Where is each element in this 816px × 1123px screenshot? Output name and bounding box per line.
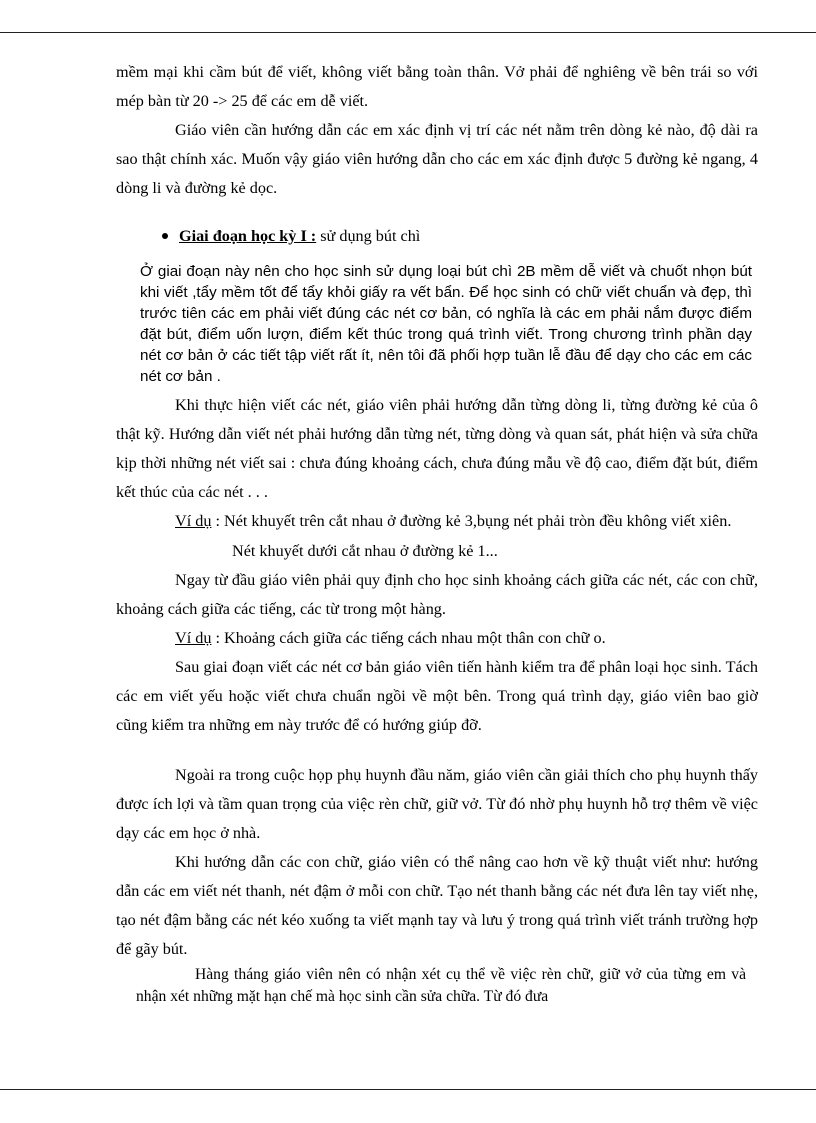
paragraph-1: mềm mại khi cầm bút để viết, không viết bằng toàn thân. Vở phải để nghiêng về bên trái so với mép bàn từ 20 -> 25 để các em dễ viết.: [116, 63, 758, 110]
paragraph-4: Ngay từ đầu giáo viên phải quy định cho học sinh khoảng cách giữa các nét, các con chữ, khoảng cách giữa các tiếng, các từ trong một hàng.: [116, 571, 758, 618]
example-2-label: Ví dụ: [175, 629, 212, 647]
paragraph-gap: [116, 740, 758, 761]
paragraph-6: Ngoài ra trong cuộc họp phụ huynh đầu năm, giáo viên cần giải thích cho phụ huynh thấy được ích lợi và tầm quan trọng của việc rèn chữ, giữ vở. Từ đó nhờ phụ huynh hỗ trợ thêm về việc dạy các em học ở nhà.: [116, 766, 758, 842]
paragraph-7: Khi hướng dẫn các con chữ, giáo viên có thể nâng cao hơn về kỹ thuật viết như: hướng dẫn các em viết nét thanh, nét đậm ở mỗi con chữ. Tạo nét thanh bằng các nét đưa lên tay viết nhẹ, tạo nét đậm bằng các nét kéo xuống ta viết mạnh tay và lưu ý trong quá trình viết tránh trường hợp để gãy bút.: [116, 853, 758, 958]
paragraph-3: Khi thực hiện viết các nét, giáo viên phải hướng dẫn từng dòng li, từng đường kẻ của ô thật kỹ. Hướng dẫn viết nét phải hướng dẫn từng nét, từng dòng và quan sát, phát hiện và sửa chữa kịp thời những nét viết sai : chưa đúng khoảng cách, chưa đúng mẫu về độ cao, điểm đặt bút, điểm kết thúc của các nét . . .: [116, 396, 758, 501]
paragraph-8: [136, 964, 746, 1008]
header-rule: [0, 32, 816, 33]
example-2: [116, 624, 758, 653]
document-body: [116, 58, 758, 1008]
example-1-label: Ví dụ: [175, 512, 212, 530]
example-1: [116, 507, 758, 536]
example-1-text: : Nét khuyết trên cắt nhau ở đường kẻ 3,bụng nét phải tròn đều không viết xiên.: [211, 512, 732, 530]
footer-rule: [0, 1089, 816, 1090]
paragraph-5: Sau giai đoạn viết các nét cơ bản giáo viên tiến hành kiểm tra để phân loại học sinh. Tách các em viết yếu hoặc viết chưa chuẩn ngồi về một bên. Trong quá trình dạy, giáo viên bao giờ cũng kiểm tra những em này trước để có hướng giúp đỡ.: [116, 658, 758, 734]
bullet-heading: Giai đoạn học kỳ I :: [179, 227, 317, 245]
pencil-stage-paragraph: Ở giai đoạn này nên cho học sinh sử dụng loại bút chì 2B mềm dễ viết và chuốt nhọn bút khi viết ,tẩy mềm tốt để tẩy khỏi giấy ra vết bẩn. Để học sinh có chữ viết chuẩn và đẹp, thì trước tiên các em phải viết đúng các nét cơ bản, có nghĩa là các em phải nắm được điểm đặt bút, điểm uốn lượn, điểm kết thúc trong quá trình viết. Trong chương trình phần dạy nét cơ bản ở các tiết tập viết rất ít, nên tôi đã phối hợp tuần lễ đầu để dạy cho các em các nét cơ bản .: [140, 263, 752, 385]
example-1-continuation: Nét khuyết dưới cắt nhau ở đường kẻ 1...: [232, 542, 498, 560]
paragraph-8-text: Hàng tháng giáo viên nên có nhận xét cụ thể về việc rèn chữ, giữ vở của từng em và nhận xét những mặt hạn chế mà học sinh cần sửa chữa. Từ đó đưa: [136, 966, 746, 1005]
paragraph-2: Giáo viên cần hướng dẫn các em xác định vị trí các nét nằm trên dòng kẻ nào, độ dài ra sao thật chính xác. Muốn vậy giáo viên hướng dẫn cho các em xác định được 5 đường kẻ ngang, 4 dòng li và đường kẻ dọc.: [116, 121, 758, 197]
example-2-text: : Khoảng cách giữa các tiếng cách nhau một thân con chữ o.: [211, 629, 606, 647]
bullet-icon: [162, 233, 168, 239]
bullet-item: [116, 223, 758, 249]
bullet-text: sử dụng bút chì: [316, 227, 421, 245]
